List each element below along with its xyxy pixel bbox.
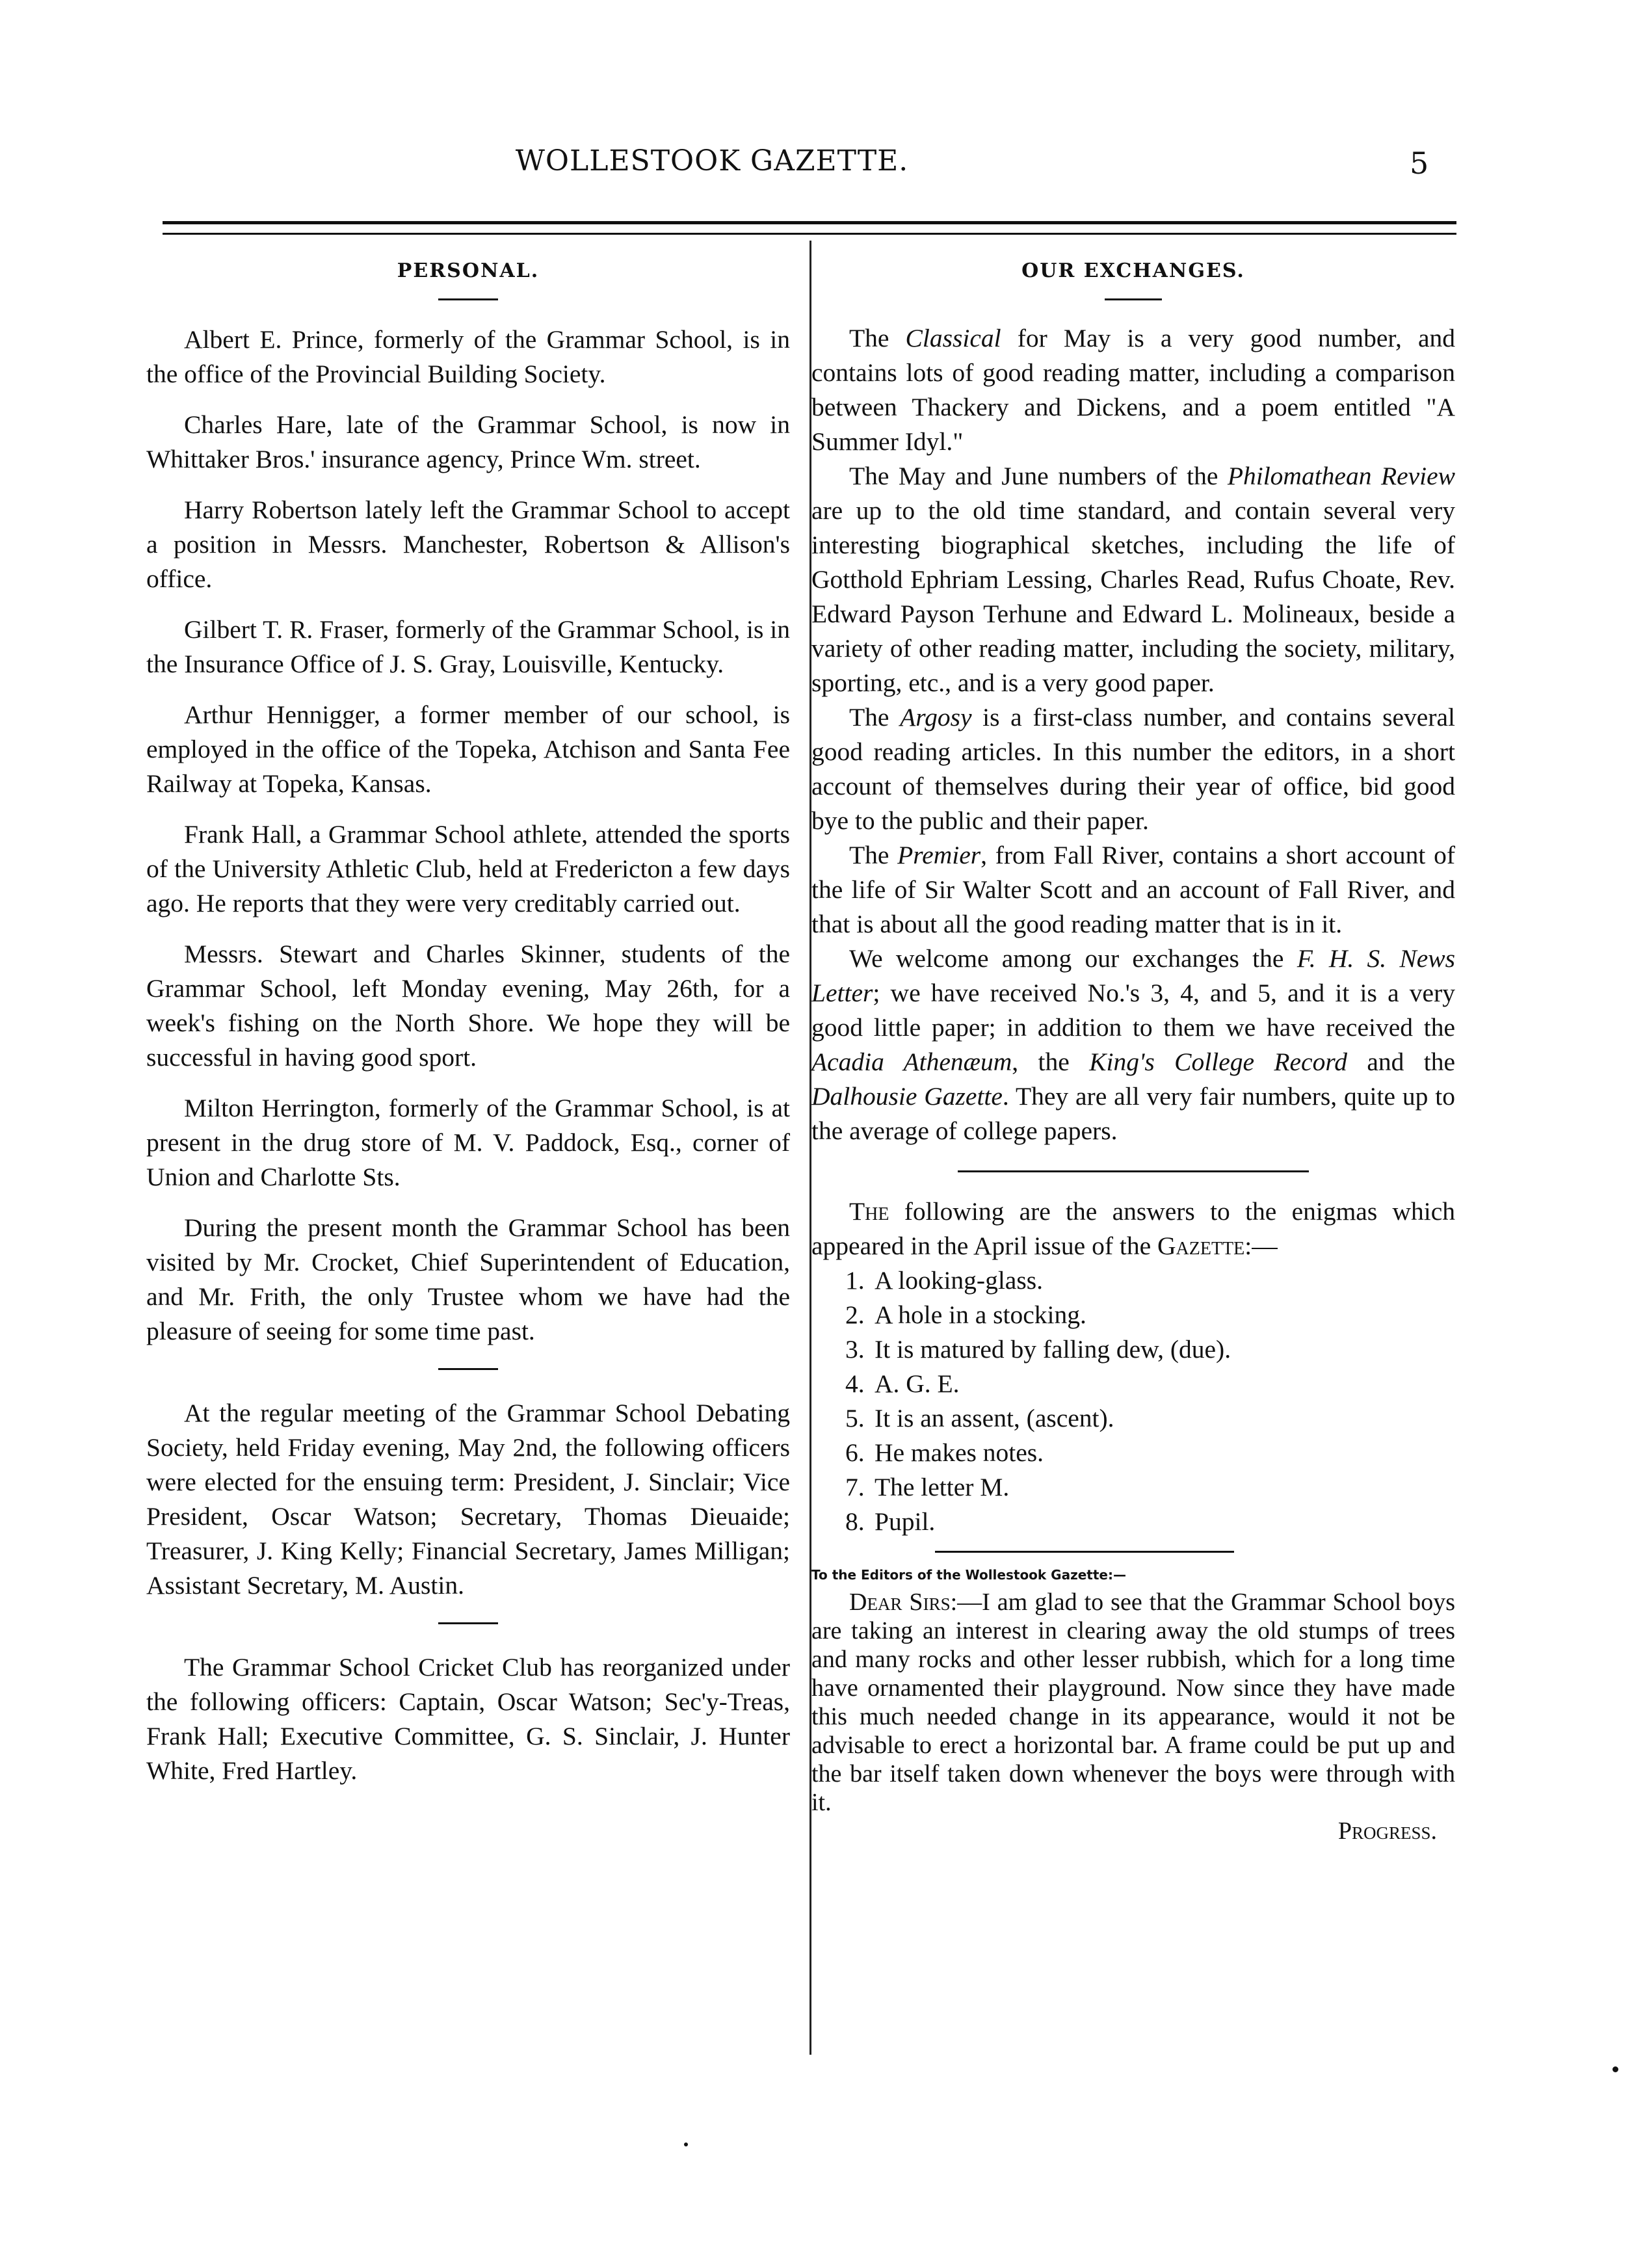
personal-paragraph: During the present month the Grammar School has been visited by Mr. Crocket, Chief Superintendent of Education, and Mr. Frith, the only Trustee whom we have had the pleasure of seeing for some time past. <box>146 1213 790 1345</box>
list-item: 8. Pupil. <box>845 1507 936 1536</box>
exchange-paragraph-welcome: We welcome among our exchanges the F. H. S. News Letter; we have received No.'s 3, 4, and 5, and it is a very good little paper; in addition to them we have received the Acadia Athenæum, the King's College Record and the Dalhousie Gazette. They are all very fair numbers, quite up to the average of college papers. <box>811 944 1455 1145</box>
header-rule-thin <box>163 233 1456 235</box>
section-rule <box>438 1622 498 1624</box>
personal-paragraph: Frank Hall, a Grammar School athlete, attended the sports of the University Athletic Club, held at Fredericton a few days ago. He reports that they were very creditably carried out. <box>146 820 790 917</box>
section-rule <box>1105 298 1162 300</box>
page-number: 5 <box>1410 146 1429 181</box>
exchange-paragraph-premier: The Premier, from Fall River, contains a short account of the life of Sir Walter Scott and an account of Fall River, and that is about all the good reading matter that is in it. <box>811 841 1455 938</box>
section-rule <box>438 1368 498 1370</box>
exchanges-column <box>811 254 1455 1845</box>
section-rule <box>958 1170 1309 1172</box>
print-speck <box>1612 2066 1618 2072</box>
letter-body: Dear Sirs:—I am glad to see that the Grammar School boys are taking an interest in clearing away the old stumps of trees and many rocks and other lesser rubbish, which for a long time have ornamented their playground. Now since they have made this much needed change in its appearance, would it not be advisable to erect a horizontal bar. A frame could be put up and the bar itself taken down whenever the boys were through with it. <box>811 1589 1455 1816</box>
exchange-paragraph-philomathean: The May and June numbers of the Philomathean Review are up to the old time standard, and contain several very interesting biographical sketches, including the life of Gotthold Ephriam Lessing, Charles Read, Rufus Choate, Rev. Edward Payson Terhune and Edward L. Molineaux, beside a variety of other reading matter, including the society, military, sporting, etc., and is a very good paper. <box>811 462 1455 697</box>
print-speck <box>684 2143 688 2146</box>
personal-paragraph: Albert E. Prince, formerly of the Grammar School, is in the office of the Provincial Building Society. <box>146 325 790 388</box>
personal-paragraph: Harry Robertson lately left the Grammar School to accept a position in Messrs. Manchester, Robertson & Allison's office. <box>146 495 790 593</box>
personal-paragraph: Arthur Hennigger, a former member of our school, is employed in the office of the Topeka, Atchison and Santa Fee Railway at Topeka, Kansas. <box>146 700 790 798</box>
letter-address: To the Editors of the Wollestook Gazette:— <box>811 1567 1126 1583</box>
personal-column <box>146 254 790 1804</box>
letter-signature: Progress. <box>1337 1817 1437 1845</box>
list-item: 5. It is an assent, (ascent). <box>845 1404 1114 1432</box>
enigma-answers-list <box>811 1263 1455 1539</box>
exchange-paragraph-argosy: The Argosy is a first-class number, and contains several good reading articles. In this number the editors, in a short account of themselves during their year of office, bid good bye to the public and their paper. <box>811 703 1455 835</box>
header-rule-thick <box>163 221 1456 224</box>
enigmas-intro: The following are the answers to the enigmas which appeared in the April issue of the Gazette:— <box>811 1197 1455 1260</box>
list-item: 4. A. G. E. <box>845 1369 960 1398</box>
exchange-paragraph-classical: The Classical for May is a very good number, and contains lots of good reading matter, including a comparison between Thackery and Dickens, and a poem entitled "A Summer Idyl." <box>811 324 1455 456</box>
section-rule <box>935 1551 1234 1553</box>
list-item: 1. A looking-glass. <box>845 1266 1043 1295</box>
personal-paragraph: Messrs. Stewart and Charles Skinner, students of the Grammar School, left Monday evening, May 26th, for a week's fishing on the North Shore. We hope they will be successful in having good sport. <box>146 940 790 1072</box>
list-item: 7. The letter M. <box>845 1473 1010 1501</box>
list-item: 3. It is matured by falling dew, (due). <box>845 1335 1231 1364</box>
personal-paragraph: Milton Herrington, formerly of the Grammar School, is at present in the drug store of M. V. Paddock, Esq., corner of Union and Charlotte Sts. <box>146 1094 790 1191</box>
debating-society-paragraph: At the regular meeting of the Grammar School Debating Society, held Friday evening, May 2nd, the following officers were elected for the ensuing term: President, J. Sinclair; Vice President, Oscar Watson; Secretary, Thomas Dieuaide; Treasurer, J. King Kelly; Financial Secretary, James Milligan; Assistant Secretary, M. Austin. <box>146 1399 790 1600</box>
personal-heading: PERSONAL. <box>397 259 540 282</box>
personal-paragraph: Gilbert T. R. Fraser, formerly of the Grammar School, is in the Insurance Office of J. S. Gray, Louisville, Kentucky. <box>146 615 790 678</box>
section-rule <box>438 298 498 300</box>
masthead-title: WOLLESTOOK GAZETTE. <box>515 144 909 178</box>
personal-paragraph: Charles Hare, late of the Grammar School, is now in Whittaker Bros.' insurance agency, Prince Wm. street. <box>146 410 790 473</box>
list-item: 6. He makes notes. <box>845 1438 1044 1467</box>
exchanges-heading: OUR EXCHANGES. <box>1021 259 1245 282</box>
list-item: 2. A hole in a stocking. <box>845 1300 1086 1329</box>
cricket-club-paragraph: The Grammar School Cricket Club has reorganized under the following officers: Captain, Oscar Watson; Sec'y-Treas, Frank Hall; Executive Committee, G. S. Sinclair, J. Hunter White, Fred Hartley. <box>146 1653 790 1785</box>
